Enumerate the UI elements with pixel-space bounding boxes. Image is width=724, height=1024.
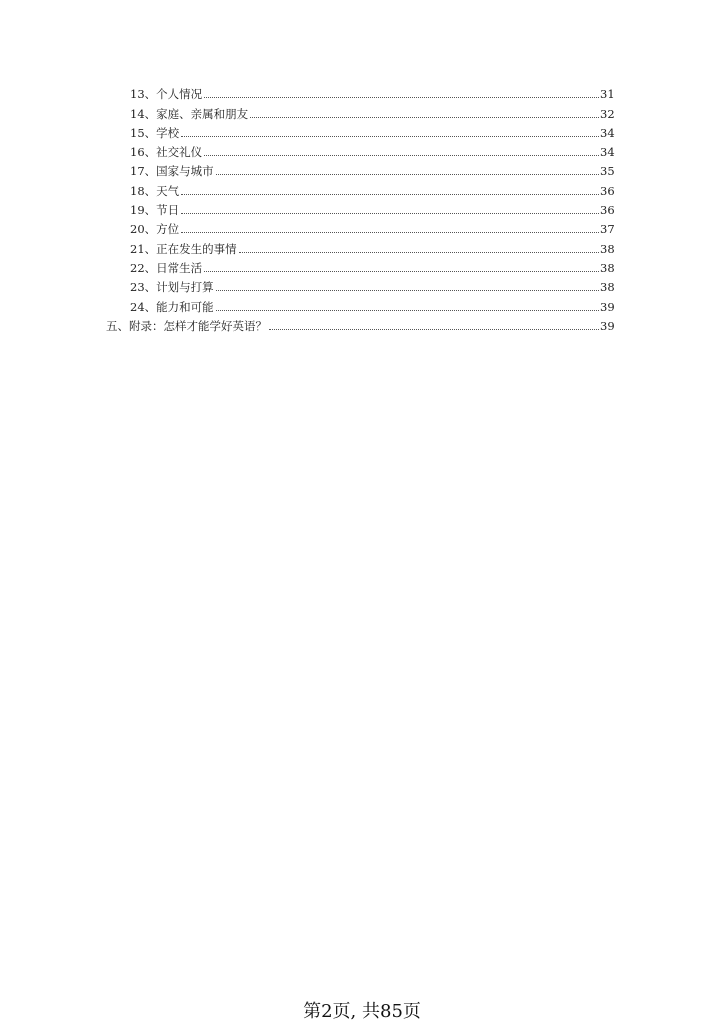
toc-entry-page: 32 [600, 106, 615, 121]
toc-leader-dots [269, 329, 599, 330]
toc-entry[interactable] [0, 82, 724, 101]
toc-leader-dots [181, 136, 599, 137]
toc-entry-page: 36 [600, 183, 615, 198]
toc-leader-dots [216, 310, 599, 311]
toc-entry-label: 17、国家与城市 [130, 164, 214, 179]
toc-leader-dots [204, 97, 599, 98]
toc-section-entry[interactable] [0, 314, 724, 333]
page-number-footer: 第2页, 共85页 [303, 1001, 421, 1022]
toc-entry[interactable] [0, 101, 724, 120]
toc-entry-label: 14、家庭、亲属和朋友 [130, 106, 249, 121]
toc-entry-label: 22、日常生活 [130, 260, 203, 275]
toc-entry[interactable] [0, 275, 724, 294]
toc-entry-label: 19、节日 [130, 203, 180, 218]
toc-entry-label: 五、附录：怎样才能学好英语？ [106, 318, 267, 333]
toc-entry-label: 20、方位 [130, 222, 180, 237]
toc-entry-page: 39 [600, 299, 615, 314]
toc-entry-page: 31 [600, 87, 615, 102]
toc-entry[interactable] [0, 198, 724, 217]
toc-entry-page: 38 [600, 260, 615, 275]
toc-entry-label: 16、社交礼仪 [130, 145, 203, 160]
toc-leader-dots [216, 290, 599, 291]
toc-entry[interactable] [0, 159, 724, 178]
toc-leader-dots [181, 232, 599, 233]
toc-entry[interactable] [0, 256, 724, 275]
toc-entry-label: 13、个人情况 [130, 87, 203, 102]
toc-entry-page: 39 [600, 318, 615, 333]
table-of-contents [0, 82, 724, 333]
toc-entry-label: 18、天气 [130, 183, 180, 198]
toc-leader-dots [204, 271, 599, 272]
toc-leader-dots [216, 174, 599, 175]
toc-leader-dots [204, 155, 599, 156]
toc-entry-page: 36 [600, 203, 615, 218]
toc-entry[interactable] [0, 294, 724, 313]
toc-entry[interactable] [0, 140, 724, 159]
toc-leader-dots [239, 252, 599, 253]
toc-entry[interactable] [0, 178, 724, 197]
toc-entry-page: 34 [600, 125, 615, 140]
toc-entry-page: 35 [600, 164, 615, 179]
toc-entry-label: 24、能力和可能 [130, 299, 214, 314]
toc-entry[interactable] [0, 217, 724, 236]
toc-entry-label: 23、计划与打算 [130, 280, 214, 295]
toc-leader-dots [250, 117, 599, 118]
toc-leader-dots [181, 194, 599, 195]
toc-entry[interactable] [0, 121, 724, 140]
toc-leader-dots [181, 213, 599, 214]
toc-entry-page: 37 [600, 222, 615, 237]
toc-entry-page: 38 [600, 280, 615, 295]
toc-entry-page: 34 [600, 145, 615, 160]
toc-entry-label: 21、正在发生的事情 [130, 241, 237, 256]
toc-entry-page: 38 [600, 241, 615, 256]
toc-entry[interactable] [0, 236, 724, 255]
toc-entry-label: 15、学校 [130, 125, 180, 140]
